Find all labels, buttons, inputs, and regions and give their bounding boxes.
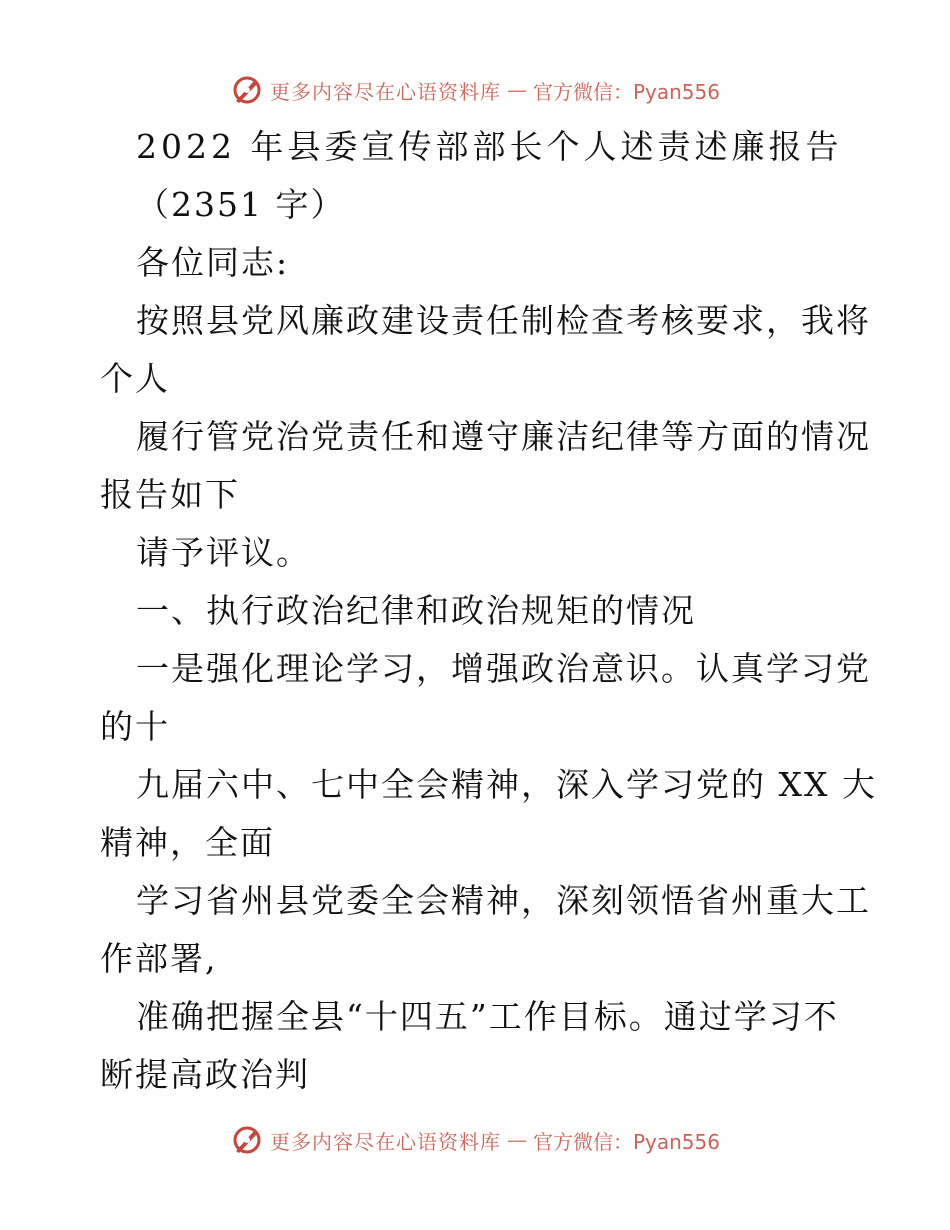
watermark-footer [0,1120,950,1160]
watermark-dash: — [506,78,527,102]
paragraph-line: 断提高政治判 [100,1055,310,1094]
word-count: （2351 字） [136,185,346,224]
salutation: 各位同志: [136,243,290,282]
paragraph-line: 作部署, [100,939,218,978]
paragraph-line: 准确把握全县“十四五”工作目标。通过学习不 [136,997,839,1036]
paragraph-line: 九届六中、七中全会精神，深入学习党的 XX 大 [136,765,877,804]
watermark-text: 更多内容尽在心语资料库 [269,79,501,104]
paragraph-line: 的十 [100,707,170,746]
paragraph-line: 按照县党风廉政建设责任制检查考核要求，我将 [136,301,871,340]
paragraph-line: 个人 [100,359,170,398]
watermark-text: 更多内容尽在心语资料库 [269,1129,501,1154]
paragraph-line: 请予评议。 [136,533,311,572]
paragraph-line: 精神，全面 [100,823,275,862]
paragraph-line: 报告如下 [100,475,240,514]
watermark-wechat: 官方微信：Pyan556 [532,79,720,104]
paragraph-line: 学习省州县党委全会精神，深刻领悟省州重大工 [136,881,871,920]
watermark-dash: — [506,1128,527,1152]
document-title: 2022 年县委宣传部部长个人述责述廉报告 [136,127,843,166]
paragraph-line: 一是强化理论学习，增强政治意识。认真学习党 [136,649,871,688]
paragraph-line: 履行管党治党责任和遵守廉洁纪律等方面的情况 [136,417,871,456]
brush-logo-icon [230,73,264,107]
watermark-wechat: 官方微信：Pyan556 [532,1129,720,1154]
section-heading: 一、执行政治纪律和政治规矩的情况 [136,591,696,630]
document-body [100,118,877,1104]
brush-logo-icon [230,1123,264,1157]
watermark-header [0,70,950,110]
